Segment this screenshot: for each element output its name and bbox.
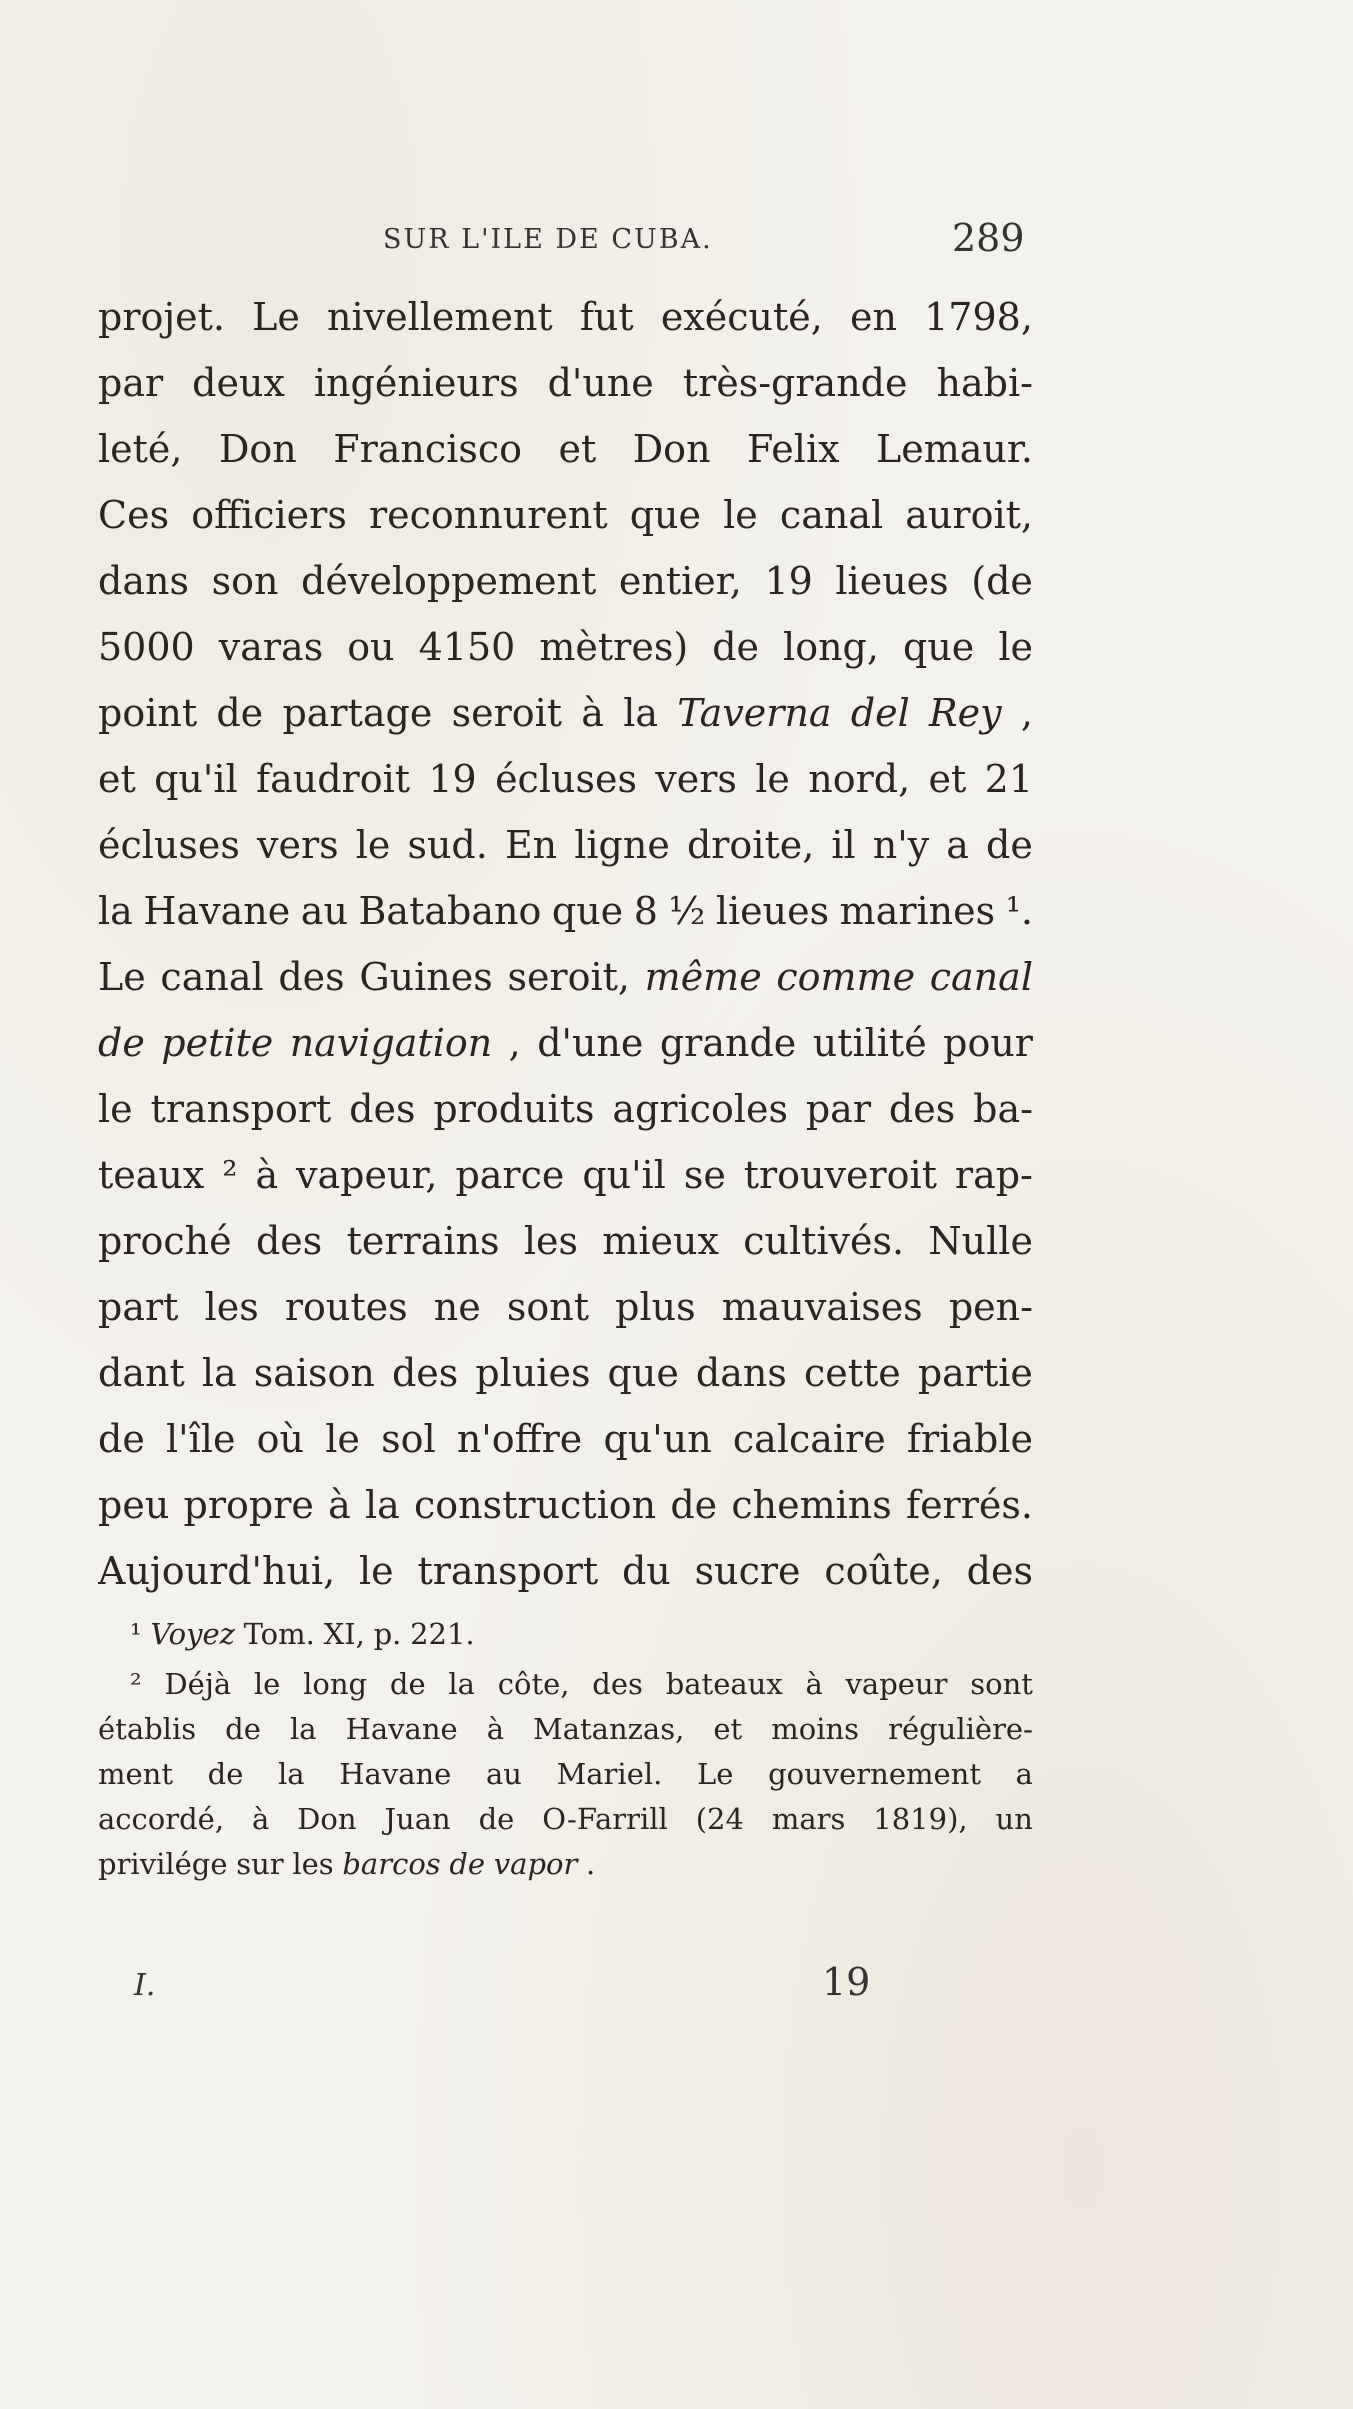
body-line: 5000 varas ou 4150 mètres) de long, que le	[98, 625, 1033, 669]
body-line: écluses vers le sud. En ligne droite, il n'y a de	[98, 823, 1033, 867]
footnotes	[98, 1612, 1033, 1887]
body-line: proché des terrains les mieux cultivés. Nulle	[98, 1219, 1033, 1263]
body-line: peu propre à la construction de chemins ferrés.	[98, 1483, 1033, 1527]
body-line: de l'île où le sol n'offre qu'un calcaire friable	[98, 1417, 1033, 1461]
signature-number: 19	[822, 1960, 871, 2004]
body-line: de petite navigation , d'une grande utilité pour	[98, 1021, 1033, 1065]
body-line: point de partage seroit à la Taverna del Rey ,	[98, 691, 1033, 735]
footnote-line: privilége sur les barcos de vapor .	[98, 1847, 596, 1881]
footnote-line: ¹ Voyez Tom. XI, p. 221.	[130, 1617, 475, 1651]
running-head-title: SUR L'ILE DE CUBA.	[383, 224, 713, 255]
page-number: 289	[952, 216, 1025, 260]
body-line: et qu'il faudroit 19 écluses vers le nord, et 21	[98, 757, 1033, 801]
body-line: Aujourd'hui, le transport du sucre coûte, des	[98, 1549, 1033, 1593]
body-line: la Havane au Batabano que 8 ½ lieues marines ¹.	[98, 889, 1033, 933]
body-line: teaux ² à vapeur, parce qu'il se trouveroit rap-	[98, 1153, 1033, 1197]
running-head	[0, 218, 1353, 268]
body-line: part les routes ne sont plus mauvaises pen-	[98, 1285, 1033, 1329]
footnote-line: établis de la Havane à Matanzas, et moins régulière-	[98, 1712, 1033, 1746]
body-line: le transport des produits agricoles par des ba-	[98, 1087, 1033, 1131]
body-text	[98, 284, 1033, 1604]
body-line: Le canal des Guines seroit, même comme canal	[98, 955, 1033, 999]
body-line: projet. Le nivellement fut exécuté, en 1798,	[98, 295, 1033, 339]
body-line: dant la saison des pluies que dans cette partie	[98, 1351, 1033, 1395]
signature-mark: I.	[134, 1968, 156, 2003]
footnote-line: ² Déjà le long de la côte, des bateaux à vapeur sont	[130, 1667, 1033, 1701]
body-line: dans son développement entier, 19 lieues (de	[98, 559, 1033, 603]
footnote-line: ment de la Havane au Mariel. Le gouvernement a	[98, 1757, 1033, 1791]
footnote-line: accordé, à Don Juan de O-Farrill (24 mars 1819), un	[98, 1802, 1033, 1836]
body-line: par deux ingénieurs d'une très-grande habi-	[98, 361, 1033, 405]
body-line: Ces officiers reconnurent que le canal auroit,	[98, 493, 1033, 537]
body-line: leté, Don Francisco et Don Felix Lemaur.	[98, 427, 1033, 471]
